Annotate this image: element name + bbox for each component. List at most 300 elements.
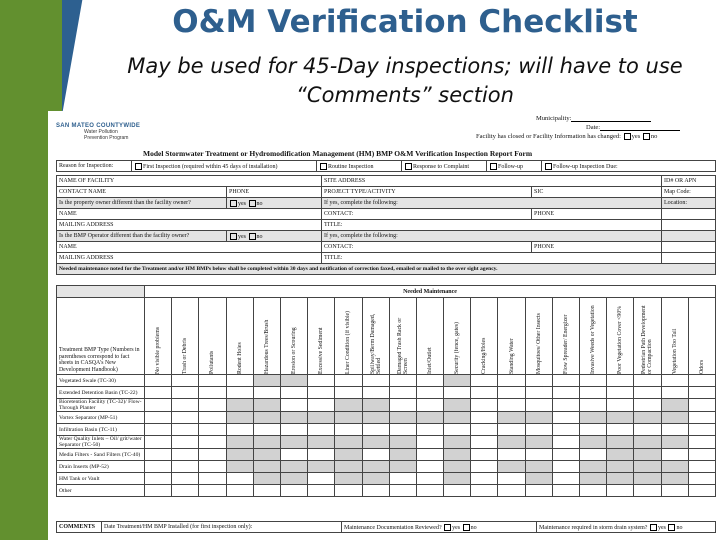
cell: Is the BMP Operator different than the facility owner? [57,231,227,242]
bmp-type-label: HM Tank or Vault [57,473,145,485]
cell: TITLE: [322,253,662,264]
maintenance-note-row [57,264,716,275]
cell [662,231,716,242]
column-header-label: Trash or Debris [182,337,189,374]
cell: NAME [57,242,322,253]
bmp-row [57,436,716,449]
check-cell[interactable] [688,473,715,485]
doc-reviewed [342,522,537,533]
check-cell[interactable] [253,387,280,399]
check-cell[interactable] [145,473,172,485]
column-header [498,298,525,375]
check-cell[interactable] [552,399,579,412]
first-label: First Inspection (required within 45 days of installation) [143,163,278,170]
check-cell[interactable] [145,399,172,412]
check-cell[interactable] [362,424,389,436]
check-cell[interactable] [199,449,226,461]
check-cell[interactable] [498,387,525,399]
column-header-label: Security (fence, gates) [454,322,461,374]
check-cell[interactable] [389,375,416,387]
check-cell[interactable] [444,485,471,497]
bmp-row [57,485,716,497]
not-applicable-cell [280,412,307,424]
column-header-label: Pedestrian Path Development or Compaction [641,305,654,374]
check-cell[interactable] [145,412,172,424]
check-cell[interactable] [172,485,199,497]
not-applicable-cell [335,399,362,412]
doc-no-checkbox[interactable] [463,524,470,531]
check-cell[interactable] [607,387,634,399]
check-cell[interactable] [416,461,443,473]
check-cell[interactable] [552,485,579,497]
check-cell[interactable] [688,399,715,412]
needed-maintenance-label: Needed Maintenance [145,286,716,298]
not-applicable-cell [444,375,471,387]
column-header-label: Poor Vegetation Cover <90% [617,305,624,374]
check-cell[interactable] [688,375,715,387]
date-installed: Date Treatment/HM BMP Installed (for first inspection only): [102,522,342,533]
check-cell[interactable] [416,375,443,387]
check-cell[interactable] [580,485,607,497]
check-cell[interactable] [172,436,199,449]
facility-closed-label: Facility has closed or Facility Information has changed: [476,133,621,140]
column-header-label: Vegetation Too Tall [671,328,678,374]
check-cell[interactable] [416,424,443,436]
not-applicable-cell [308,461,335,473]
column-header [145,298,172,375]
check-cell[interactable] [226,473,253,485]
check-cell[interactable] [471,387,498,399]
bmp-type-label: Water Quality Inlets – Oil/ grit/water Separator (TC-50) [57,436,145,449]
check-cell[interactable] [498,473,525,485]
check-cell[interactable] [498,375,525,387]
info-row [57,253,716,264]
check-cell[interactable] [688,412,715,424]
check-cell[interactable] [416,485,443,497]
storm-drain [537,522,716,533]
check-cell[interactable] [172,424,199,436]
comments-label: COMMENTS [57,522,102,533]
yes-checkbox[interactable] [624,133,631,140]
not-applicable-cell [634,412,661,424]
check-cell[interactable] [552,387,579,399]
check-cell[interactable] [172,412,199,424]
cell [227,231,322,242]
comments-table [56,521,716,533]
column-header-label: Odors [698,359,705,374]
check-cell[interactable] [580,387,607,399]
check-cell[interactable] [444,387,471,399]
column-header [280,298,307,375]
info-row [57,220,716,231]
column-header-label: Excessive Sediment [318,327,325,374]
cell: NAME OF FACILITY [57,176,322,187]
check-cell[interactable] [688,449,715,461]
check-cell[interactable] [634,375,661,387]
check-cell[interactable] [145,461,172,473]
program-logo [56,123,140,141]
column-header-label: Spillway/Berm Damaged, Settled [369,313,382,374]
check-cell[interactable] [335,485,362,497]
date-line [600,130,680,131]
column-header [226,298,253,375]
no-label: no [256,233,263,240]
check-cell[interactable] [552,412,579,424]
check-cell[interactable] [199,436,226,449]
column-header [335,298,362,375]
check-cell[interactable] [308,424,335,436]
check-cell[interactable] [471,485,498,497]
check-cell[interactable] [661,424,688,436]
check-cell[interactable] [471,449,498,461]
check-cell[interactable] [688,436,715,449]
check-cell[interactable] [389,424,416,436]
check-cell[interactable] [362,485,389,497]
check-cell[interactable] [525,424,552,436]
no-label: no [256,200,263,207]
operator-yes-checkbox[interactable] [230,233,237,240]
not-applicable-cell [634,449,661,461]
logo-line2: Prevention Program [84,135,129,141]
check-cell[interactable] [335,424,362,436]
column-header-label: Inlet/Outlet [426,347,433,374]
check-cell[interactable] [145,387,172,399]
check-cell[interactable] [280,399,307,412]
not-applicable-cell [280,461,307,473]
check-cell[interactable] [145,436,172,449]
check-cell[interactable] [552,436,579,449]
check-cell[interactable] [199,485,226,497]
check-cell[interactable] [335,375,362,387]
check-cell[interactable] [661,449,688,461]
cell: CONTACT: [322,242,532,253]
check-cell[interactable] [607,375,634,387]
followup-checkbox[interactable] [490,163,497,170]
check-cell[interactable] [525,375,552,387]
municipality-line [571,121,651,122]
check-cell[interactable] [498,399,525,412]
yes-label: yes [238,200,246,207]
check-cell[interactable] [280,485,307,497]
check-cell[interactable] [389,473,416,485]
check-cell[interactable] [607,485,634,497]
check-cell[interactable] [525,485,552,497]
check-cell[interactable] [308,473,335,485]
check-cell[interactable] [389,399,416,412]
check-cell[interactable] [389,387,416,399]
check-cell[interactable] [552,424,579,436]
cell [227,198,322,209]
check-cell[interactable] [253,424,280,436]
maintenance-note: Needed maintenance noted for the Treatment and/or HM BMPs below shall be completed within 30 days and notification of correction faxed, emailed or mailed to the over sight agency. [57,264,716,275]
bmp-type-label: Media Filters - Sand Filters (TC-40) [57,449,145,461]
check-cell[interactable] [308,399,335,412]
operator-no-checkbox[interactable] [249,233,256,240]
bmp-row [57,412,716,424]
column-header-label: Liner Condition (if visible) [345,311,352,374]
followup-due-label: Follow-up Inspection Due: [553,163,618,170]
not-applicable-cell [308,412,335,424]
not-applicable-cell [444,412,471,424]
check-cell[interactable] [580,424,607,436]
column-header-label: Rodent Holes [236,342,243,374]
not-applicable-cell [607,473,634,485]
check-cell[interactable] [525,399,552,412]
bmp-row [57,461,716,473]
column-header [444,298,471,375]
check-cell[interactable] [580,399,607,412]
check-cell[interactable] [308,375,335,387]
check-cell[interactable] [308,485,335,497]
storm-label: Maintenance required in storm drain system? [539,524,648,531]
column-header-label: Hazardous Trees/Brush [263,319,270,374]
not-applicable-cell [525,412,552,424]
check-cell[interactable] [199,424,226,436]
check-cell[interactable] [580,375,607,387]
check-cell[interactable] [552,461,579,473]
check-cell[interactable] [335,387,362,399]
check-cell[interactable] [607,424,634,436]
column-header-label: Invasive Weeds or Vegetation [590,305,597,374]
not-applicable-cell [226,399,253,412]
column-header [552,298,579,375]
check-cell[interactable] [253,485,280,497]
column-header [634,298,661,375]
not-applicable-cell [661,436,688,449]
cell: If yes, complete the following: [322,198,662,209]
first-checkbox[interactable] [135,163,142,170]
check-cell[interactable] [172,461,199,473]
storm-yes-checkbox[interactable] [650,524,657,531]
check-cell[interactable] [471,399,498,412]
not-applicable-cell [253,412,280,424]
check-cell[interactable] [661,387,688,399]
check-cell[interactable] [308,449,335,461]
routine-label: Routine Inspection [328,163,374,170]
not-applicable-cell [253,375,280,387]
followup-label: Follow-up [498,163,524,170]
check-cell[interactable] [199,399,226,412]
check-cell[interactable] [362,449,389,461]
not-applicable-cell [634,436,661,449]
check-cell[interactable] [280,449,307,461]
not-applicable-cell [661,399,688,412]
check-cell[interactable] [172,375,199,387]
check-cell[interactable] [471,375,498,387]
column-header-label: Erosion or Scouring [291,327,298,374]
bmp-row [57,473,716,485]
yes-label: yes [657,524,666,531]
check-cell[interactable] [199,412,226,424]
check-cell[interactable] [634,485,661,497]
not-applicable-cell [280,375,307,387]
complaint-checkbox[interactable] [405,163,412,170]
check-cell[interactable] [498,449,525,461]
check-cell[interactable] [552,449,579,461]
cell: TITLE: [322,220,662,231]
column-header [308,298,335,375]
check-cell[interactable] [172,473,199,485]
not-applicable-cell [444,399,471,412]
check-cell[interactable] [688,485,715,497]
bmp-type-label: Vortex Separator (MP-51) [57,412,145,424]
check-cell[interactable] [416,399,443,412]
column-header [362,298,389,375]
check-cell[interactable] [172,449,199,461]
bmp-grid [56,285,716,497]
cell: Map Code: [662,187,716,198]
check-cell[interactable] [145,375,172,387]
check-cell[interactable] [661,485,688,497]
not-applicable-cell [362,399,389,412]
check-cell[interactable] [471,436,498,449]
storm-no-checkbox[interactable] [668,524,675,531]
check-cell[interactable] [389,485,416,497]
not-applicable-cell [634,461,661,473]
cell [662,220,716,231]
check-cell[interactable] [226,424,253,436]
column-header [661,298,688,375]
not-applicable-cell [580,473,607,485]
check-cell[interactable] [199,375,226,387]
check-cell[interactable] [471,461,498,473]
check-cell[interactable] [280,387,307,399]
check-cell[interactable] [498,485,525,497]
check-cell[interactable] [444,424,471,436]
not-applicable-cell [253,436,280,449]
check-cell[interactable] [199,461,226,473]
check-cell[interactable] [471,473,498,485]
check-cell[interactable] [280,424,307,436]
cell [662,209,716,220]
check-cell[interactable] [172,399,199,412]
reason-followup [487,161,542,172]
not-applicable-cell [362,473,389,485]
no-label: no [676,524,683,531]
not-applicable-cell [525,461,552,473]
cell [662,253,716,264]
date-label: Date: [586,124,601,131]
cell: CONTACT NAME [57,187,227,198]
check-cell[interactable] [498,424,525,436]
not-applicable-cell [580,412,607,424]
check-cell[interactable] [688,424,715,436]
check-cell[interactable] [661,375,688,387]
cell: ID# OR APN [662,176,716,187]
not-applicable-cell [226,436,253,449]
check-cell[interactable] [525,387,552,399]
info-row [57,187,716,198]
not-applicable-cell [280,473,307,485]
check-cell[interactable] [688,387,715,399]
not-applicable-cell [525,436,552,449]
check-cell[interactable] [552,375,579,387]
column-header [253,298,280,375]
check-cell[interactable] [552,473,579,485]
check-cell[interactable] [362,375,389,387]
check-cell[interactable] [688,461,715,473]
check-cell[interactable] [172,387,199,399]
check-cell[interactable] [525,449,552,461]
check-cell[interactable] [226,387,253,399]
owner-no-checkbox[interactable] [249,200,256,207]
bmp-row [57,375,716,387]
check-cell[interactable] [145,449,172,461]
bmp-row [57,424,716,436]
check-cell[interactable] [634,424,661,436]
reason-followup-due [542,161,716,172]
check-cell[interactable] [145,485,172,497]
check-cell[interactable] [199,473,226,485]
not-applicable-cell [498,461,525,473]
cell [57,286,145,298]
column-header [580,298,607,375]
check-cell[interactable] [634,399,661,412]
info-row [57,209,716,220]
check-cell[interactable] [471,412,498,424]
check-cell[interactable] [416,436,443,449]
not-applicable-cell [607,412,634,424]
not-applicable-cell [362,412,389,424]
followup-due-checkbox[interactable] [545,163,552,170]
owner-yes-checkbox[interactable] [230,200,237,207]
doc-yes-checkbox[interactable] [444,524,451,531]
check-cell[interactable] [416,449,443,461]
not-applicable-cell [253,473,280,485]
check-cell[interactable] [199,387,226,399]
bmp-type-label: Extended Detention Basin (TC-22) [57,387,145,399]
not-applicable-cell [580,461,607,473]
column-header-label: Pollutants [209,350,216,374]
not-applicable-cell [389,461,416,473]
column-header-label: Flow Spreader/ Energizer [562,314,569,374]
not-applicable-cell [389,449,416,461]
yes-label: yes [238,233,246,240]
no-checkbox[interactable] [643,133,650,140]
not-applicable-cell [308,436,335,449]
routine-checkbox[interactable] [320,163,327,170]
check-cell[interactable] [226,375,253,387]
bmp-type-label: Infiltration Basin (TC-11) [57,424,145,436]
cell: SITE ADDRESS [322,176,662,187]
check-cell[interactable] [416,387,443,399]
check-cell[interactable] [308,387,335,399]
municipality-label: Municipality: [536,115,572,122]
check-cell[interactable] [226,485,253,497]
check-cell[interactable] [634,387,661,399]
not-applicable-cell [335,461,362,473]
check-cell[interactable] [416,473,443,485]
check-cell[interactable] [145,424,172,436]
not-applicable-cell [525,473,552,485]
check-cell[interactable] [471,424,498,436]
check-cell[interactable] [362,387,389,399]
column-header [688,298,715,375]
not-applicable-cell [661,461,688,473]
reason-first [132,161,317,172]
not-applicable-cell [335,473,362,485]
not-applicable-cell [253,461,280,473]
check-cell[interactable] [580,449,607,461]
not-applicable-cell [226,412,253,424]
not-applicable-cell [607,436,634,449]
bmp-row [57,399,716,412]
meta-block [476,115,680,142]
not-applicable-cell [389,412,416,424]
bmp-type-label: Vegetated Swale (TC-30) [57,375,145,387]
check-cell[interactable] [607,399,634,412]
not-applicable-cell [226,461,253,473]
